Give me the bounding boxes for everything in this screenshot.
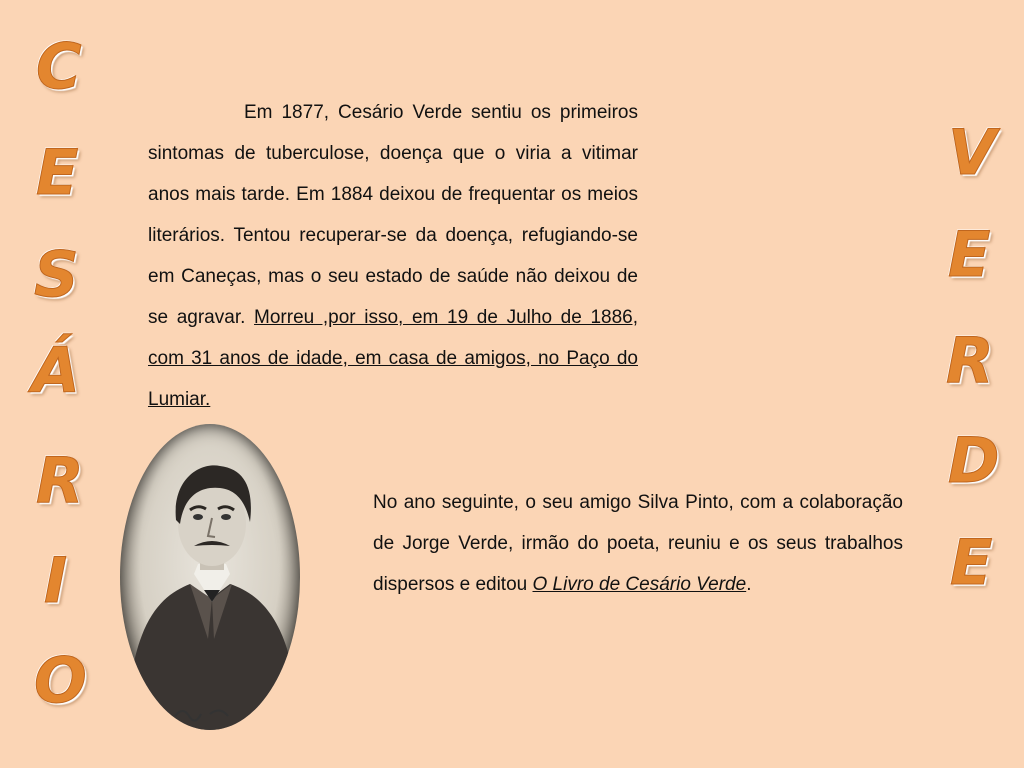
title-letter: I xyxy=(44,544,68,617)
paragraph1-underlined-text: Morreu ,por isso, em 19 de Julho de 1886, com 31 anos de idade, em casa de amigos, no Paço do Lumiar. xyxy=(148,307,639,410)
paragraph2-end: . xyxy=(746,574,752,595)
paragraph1-text: Em 1877, Cesário Verde sentiu os primeiros sintomas de tuberculose, doença que o viria a vitimar anos mais tarde. Em 1884 deixou de frequentar os meios literários. Tentou recuperar-se da doença, refugiando-se em Caneças, mas o seu estado de saúde não deixou de se agravar. xyxy=(148,102,638,328)
title-letter: E xyxy=(36,136,79,209)
title-letter: R xyxy=(36,444,84,517)
title-letter: C xyxy=(36,30,82,103)
title-letter: O xyxy=(34,644,87,717)
portrait-image xyxy=(120,424,300,730)
title-letter: D xyxy=(948,424,1000,497)
title-letter: Á xyxy=(32,334,80,407)
title-letter: E xyxy=(950,526,993,599)
paragraph2-text: No ano seguinte, o seu amigo Silva Pinto, com a colaboração de Jorge Verde, irmão do poeta, reuniu e os seus trabalhos dispersos e editou xyxy=(373,492,903,595)
paragraph-book xyxy=(373,482,903,605)
title-letter: E xyxy=(948,218,991,291)
title-letter: V xyxy=(948,116,996,189)
paragraph-tuberculosis xyxy=(148,92,638,420)
book-title: O Livro de Cesário Verde xyxy=(532,574,747,595)
title-letter: S xyxy=(34,238,79,311)
title-letter: R xyxy=(946,324,994,397)
portrait-drawing xyxy=(120,424,300,730)
